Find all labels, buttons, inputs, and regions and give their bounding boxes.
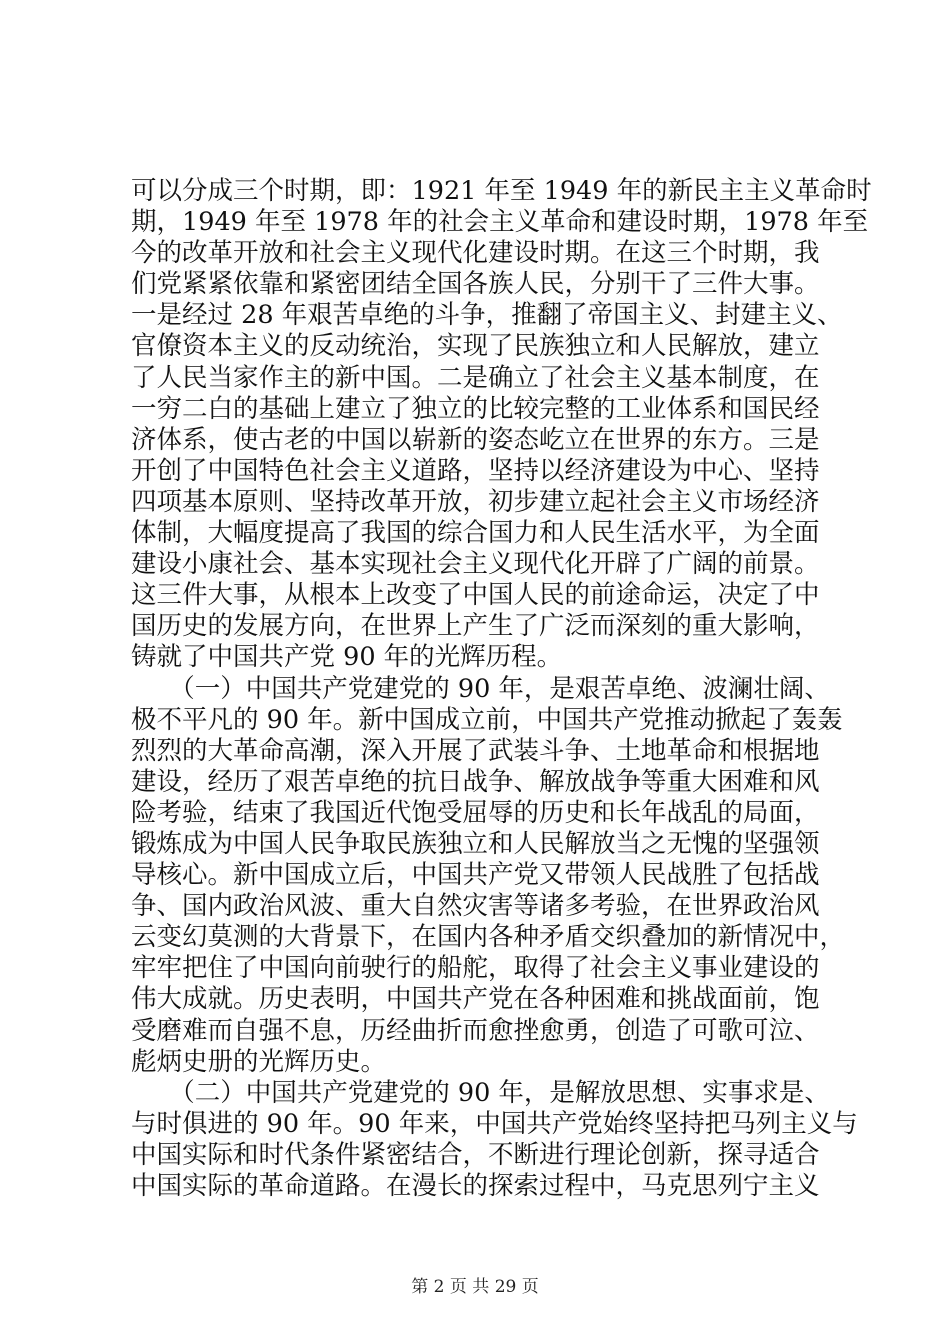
text-line: 体制，大幅度提高了我国的综合国力和人民生活水平，为全面 (131, 518, 820, 549)
text-line: 了人民当家作主的新中国。二是确立了社会主义基本制度，在 (131, 362, 820, 393)
text-line: 导核心。新中国成立后，中国共产党又带领人民战胜了包括战 (131, 860, 820, 891)
text-line: 一穷二白的基础上建立了独立的比较完整的工业体系和国民经 (131, 393, 820, 424)
text-line: 彪炳史册的光辉历史。 (131, 1046, 387, 1077)
text-line: 极不平凡的 90 年。新中国成立前，中国共产党推动掀起了轰轰 (131, 704, 843, 735)
paragraph-start-line: （一）中国共产党建党的 90 年，是艰苦卓绝、波澜壮阔、 (131, 673, 830, 704)
text-line: 们党紧紧依靠和紧密团结全国各族人民，分别干了三件大事。 (131, 269, 820, 300)
text-line: 云变幻莫测的大背景下，在国内各种矛盾交织叠加的新情况中， (131, 922, 846, 953)
text-line: 期，1949 年至 1978 年的社会主义革命和建设时期，1978 年至 (131, 207, 869, 238)
text-line: 官僚资本主义的反动统治，实现了民族独立和人民解放，建立 (131, 331, 820, 362)
document-body (131, 176, 872, 1202)
text-line: 国历史的发展方向，在世界上产生了广泛而深刻的重大影响， (131, 611, 820, 642)
page-number-label: 第 2 页 共 29 页 (411, 1277, 539, 1297)
text-line: 险考验，结束了我国近代饱受屈辱的历史和长年战乱的局面， (131, 797, 820, 828)
text-line: 建设，经历了艰苦卓绝的抗日战争、解放战争等重大困难和风 (131, 766, 820, 797)
text-line: 济体系，使古老的中国以崭新的姿态屹立在世界的东方。三是 (131, 424, 820, 455)
text-line: 四项基本原则、坚持改革开放，初步建立起社会主义市场经济 (131, 486, 820, 517)
text-line: 中国实际和时代条件紧密结合，不断进行理论创新，探寻适合 (131, 1139, 820, 1170)
text-line: 争、国内政治风波、重大自然灾害等诸多考验，在世界政治风 (131, 891, 820, 922)
text-line: 与时俱进的 90 年。90 年来，中国共产党始终坚持把马列主义与 (131, 1108, 858, 1139)
text-line: 中国实际的革命道路。在漫长的探索过程中，马克思列宁主义 (131, 1171, 820, 1201)
text-line: 锻炼成为中国人民争取民族独立和人民解放当之无愧的坚强领 (131, 828, 820, 859)
paragraph-start-line: （二）中国共产党建党的 90 年，是解放思想、实事求是、 (131, 1077, 830, 1108)
text-line: 这三件大事，从根本上改变了中国人民的前途命运，决定了中 (131, 580, 820, 611)
text-line: 受磨难而自强不息，历经曲折而愈挫愈勇，创造了可歌可泣、 (131, 1015, 820, 1046)
text-line: 建设小康社会、基本实现社会主义现代化开辟了广阔的前景。 (131, 549, 820, 580)
page-footer (0, 1272, 950, 1297)
text-line: 牢牢把住了中国向前驶行的船舵，取得了社会主义事业建设的 (131, 953, 820, 984)
text-line: 开创了中国特色社会主义道路，坚持以经济建设为中心、坚持 (131, 455, 820, 486)
text-line: 今的改革开放和社会主义现代化建设时期。在这三个时期，我 (131, 238, 820, 269)
text-line: 一是经过 28 年艰苦卓绝的斗争，推翻了帝国主义、封建主义、 (131, 300, 843, 331)
text-line: 伟大成就。历史表明，中国共产党在各种困难和挑战面前，饱 (131, 984, 820, 1015)
text-line: 可以分成三个时期，即：1921 年至 1949 年的新民主主义革命时 (131, 176, 872, 206)
text-line: 烈烈的大革命高潮，深入开展了武装斗争、土地革命和根据地 (131, 735, 820, 766)
text-line: 铸就了中国共产党 90 年的光辉历程。 (131, 642, 563, 673)
